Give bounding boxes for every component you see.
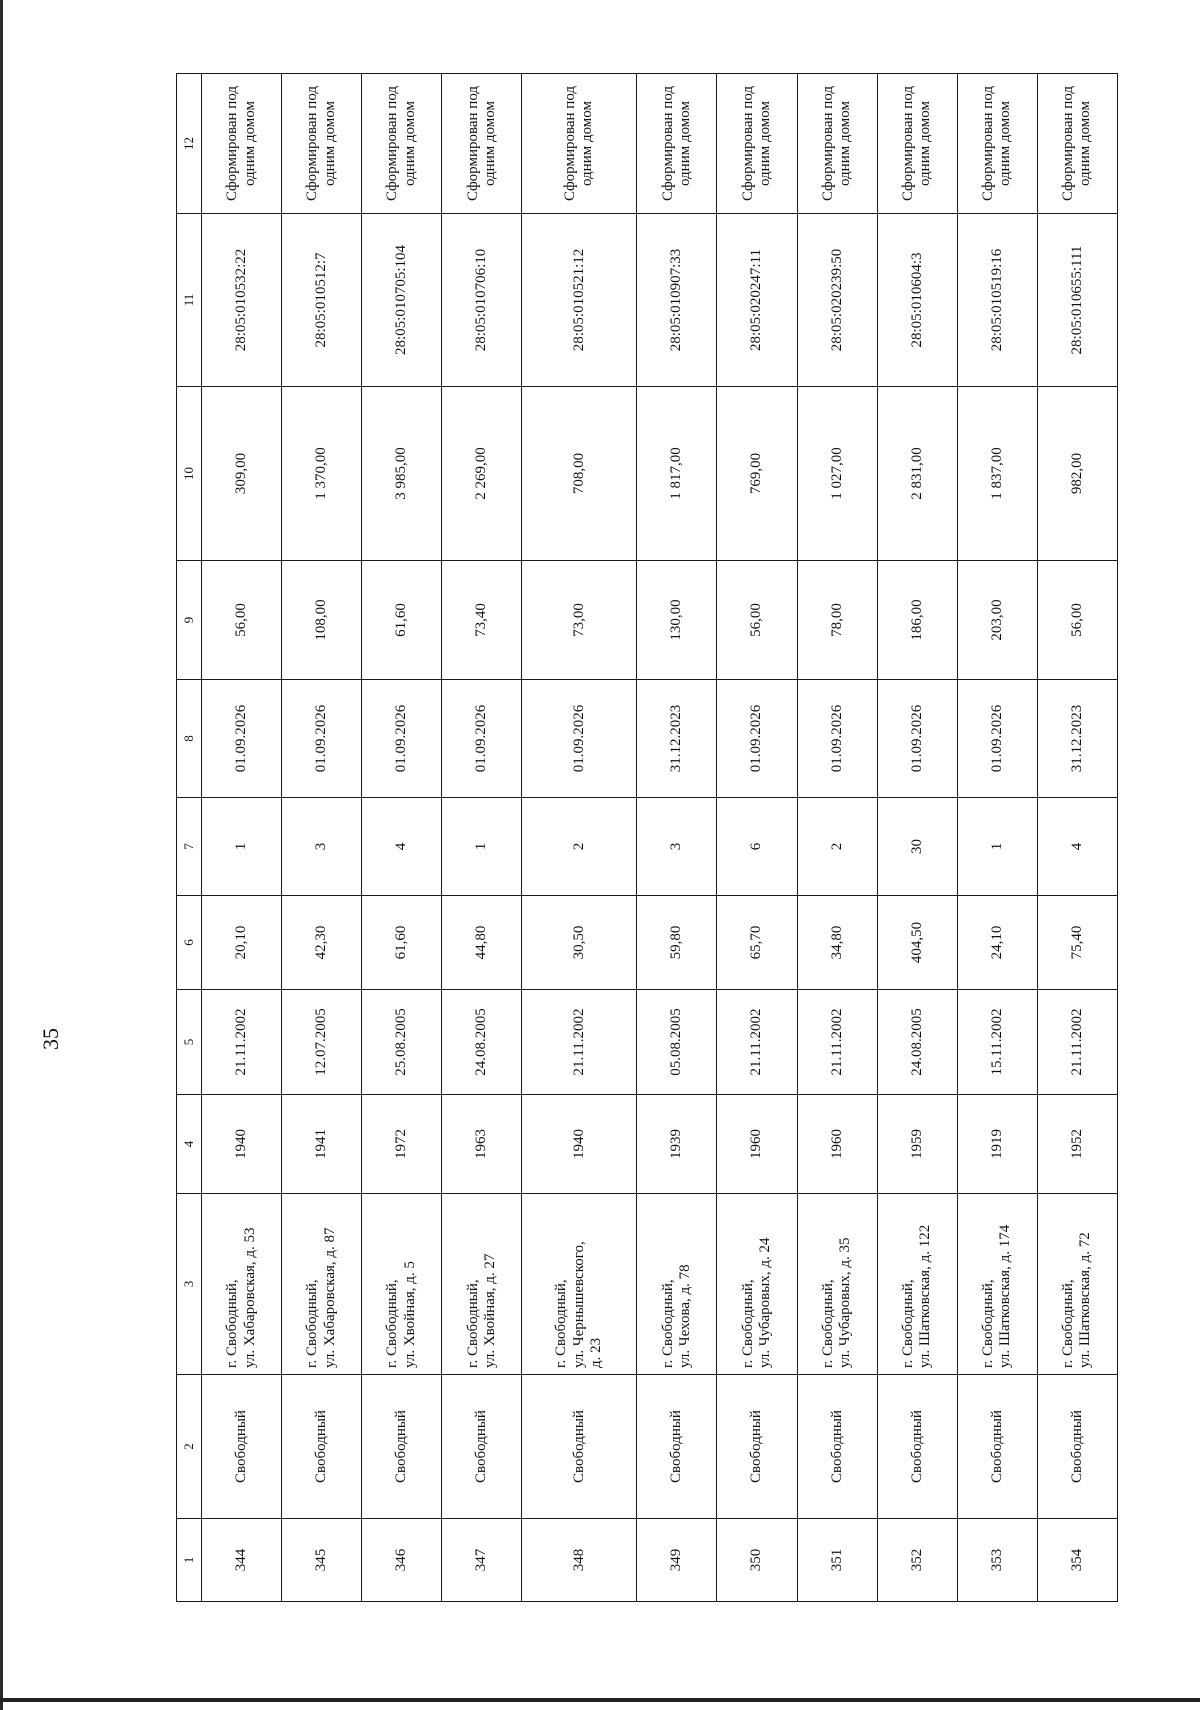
cell-settlement: Свободный xyxy=(637,1375,717,1519)
cell-address: г. Свободный, ул. Чехова, д. 78 xyxy=(637,1194,717,1375)
cell-deadline: 01.09.2026 xyxy=(957,680,1037,798)
cell-count: 30 xyxy=(877,798,957,896)
cell-count: 6 xyxy=(717,798,797,896)
cell-number: 346 xyxy=(362,1519,442,1602)
cell-number: 344 xyxy=(202,1519,282,1602)
cell-land-area: 708,00 xyxy=(522,387,637,561)
cell-area2: 56,00 xyxy=(1037,561,1117,680)
cell-address: г. Свободный, ул. Шатковская, д. 122 xyxy=(877,1194,957,1375)
cell-count: 2 xyxy=(797,798,877,896)
cell-date: 24.08.2005 xyxy=(442,990,522,1095)
cell-count: 3 xyxy=(637,798,717,896)
column-number-row xyxy=(177,74,202,1602)
cell-land-area: 1 837,00 xyxy=(957,387,1037,561)
page-number: 35 xyxy=(38,1028,63,1050)
column-header-1: 1 xyxy=(177,1519,202,1602)
cell-deadline: 01.09.2026 xyxy=(717,680,797,798)
cell-deadline: 01.09.2026 xyxy=(877,680,957,798)
cell-status: Сформирован под одним домом xyxy=(282,74,362,214)
cell-status: Сформирован под одним домом xyxy=(957,74,1037,214)
column-header-11: 11 xyxy=(177,214,202,387)
cell-status: Сформирован под одним домом xyxy=(1037,74,1117,214)
cell-area: 65,70 xyxy=(717,896,797,990)
cell-cadastral-number: 28:05:020239:50 xyxy=(797,214,877,387)
cell-count: 1 xyxy=(442,798,522,896)
cell-count: 2 xyxy=(522,798,637,896)
cell-build-year: 1952 xyxy=(1037,1095,1117,1194)
cell-cadastral-number: 28:05:010512:7 xyxy=(282,214,362,387)
cell-area: 61,60 xyxy=(362,896,442,990)
table-row xyxy=(637,74,717,1602)
cell-number: 350 xyxy=(717,1519,797,1602)
cell-settlement: Свободный xyxy=(362,1375,442,1519)
column-header-5: 5 xyxy=(177,990,202,1095)
cell-status: Сформирован под одним домом xyxy=(362,74,442,214)
scan-left-edge xyxy=(0,0,3,1710)
cell-date: 12.07.2005 xyxy=(282,990,362,1095)
cell-address: г. Свободный, ул. Шатковская, д. 72 xyxy=(1037,1194,1117,1375)
table-row xyxy=(957,74,1037,1602)
column-header-9: 9 xyxy=(177,561,202,680)
cell-area2: 61,60 xyxy=(362,561,442,680)
column-header-6: 6 xyxy=(177,896,202,990)
cell-area2: 108,00 xyxy=(282,561,362,680)
cell-build-year: 1960 xyxy=(797,1095,877,1194)
cell-address: г. Свободный, ул. Чубаровых, д. 35 xyxy=(797,1194,877,1375)
column-header-3: 3 xyxy=(177,1194,202,1375)
cell-status: Сформирован под одним домом xyxy=(522,74,637,214)
table-row xyxy=(522,74,637,1602)
cell-area2: 186,00 xyxy=(877,561,957,680)
cell-deadline: 01.09.2026 xyxy=(202,680,282,798)
cell-deadline: 31.12.2023 xyxy=(1037,680,1117,798)
table-row xyxy=(282,74,362,1602)
cell-area2: 73,40 xyxy=(442,561,522,680)
cell-cadastral-number: 28:05:010521:12 xyxy=(522,214,637,387)
cell-status: Сформирован под одним домом xyxy=(202,74,282,214)
cell-status: Сформирован под одним домом xyxy=(717,74,797,214)
cell-address: г. Свободный, ул. Хвойная, д. 5 xyxy=(362,1194,442,1375)
cell-build-year: 1963 xyxy=(442,1095,522,1194)
column-header-8: 8 xyxy=(177,680,202,798)
cell-status: Сформирован под одним домом xyxy=(442,74,522,214)
cell-cadastral-number: 28:05:010655:111 xyxy=(1037,214,1117,387)
table-body xyxy=(202,74,1118,1602)
table-row xyxy=(877,74,957,1602)
cell-number: 348 xyxy=(522,1519,637,1602)
cell-count: 1 xyxy=(202,798,282,896)
cell-area2: 56,00 xyxy=(717,561,797,680)
cell-area2: 73,00 xyxy=(522,561,637,680)
cell-build-year: 1939 xyxy=(637,1095,717,1194)
cell-land-area: 2 831,00 xyxy=(877,387,957,561)
cell-area: 20,10 xyxy=(202,896,282,990)
cell-count: 4 xyxy=(1037,798,1117,896)
cell-count: 1 xyxy=(957,798,1037,896)
cell-number: 352 xyxy=(877,1519,957,1602)
cell-cadastral-number: 28:05:010705:104 xyxy=(362,214,442,387)
cell-settlement: Свободный xyxy=(202,1375,282,1519)
register-table xyxy=(176,73,1118,1602)
cell-settlement: Свободный xyxy=(797,1375,877,1519)
cell-number: 345 xyxy=(282,1519,362,1602)
cell-land-area: 1 027,00 xyxy=(797,387,877,561)
table-row xyxy=(797,74,877,1602)
table-row xyxy=(1037,74,1117,1602)
table-row xyxy=(717,74,797,1602)
cell-cadastral-number: 28:05:010604:3 xyxy=(877,214,957,387)
cell-area2: 203,00 xyxy=(957,561,1037,680)
cell-cadastral-number: 28:05:010532:22 xyxy=(202,214,282,387)
cell-address: г. Свободный, ул. Шатковская, д. 174 xyxy=(957,1194,1037,1375)
cell-address: г. Свободный, ул. Хвойная, д. 27 xyxy=(442,1194,522,1375)
cell-deadline: 01.09.2026 xyxy=(282,680,362,798)
cell-cadastral-number: 28:05:010706:10 xyxy=(442,214,522,387)
cell-number: 354 xyxy=(1037,1519,1117,1602)
cell-date: 21.11.2002 xyxy=(1037,990,1117,1095)
cell-date: 21.11.2002 xyxy=(522,990,637,1095)
cell-land-area: 982,00 xyxy=(1037,387,1117,561)
cell-settlement: Свободный xyxy=(957,1375,1037,1519)
register-table-container xyxy=(176,74,1118,1602)
cell-deadline: 31.12.2023 xyxy=(637,680,717,798)
cell-area: 75,40 xyxy=(1037,896,1117,990)
cell-build-year: 1940 xyxy=(522,1095,637,1194)
cell-date: 25.08.2005 xyxy=(362,990,442,1095)
cell-area2: 130,00 xyxy=(637,561,717,680)
cell-build-year: 1940 xyxy=(202,1095,282,1194)
cell-status: Сформирован под одним домом xyxy=(877,74,957,214)
cell-deadline: 01.09.2026 xyxy=(797,680,877,798)
column-header-2: 2 xyxy=(177,1375,202,1519)
cell-number: 347 xyxy=(442,1519,522,1602)
cell-settlement: Свободный xyxy=(522,1375,637,1519)
cell-area2: 56,00 xyxy=(202,561,282,680)
column-header-7: 7 xyxy=(177,798,202,896)
column-header-12: 12 xyxy=(177,74,202,214)
cell-deadline: 01.09.2026 xyxy=(362,680,442,798)
cell-settlement: Свободный xyxy=(442,1375,522,1519)
cell-address: г. Свободный, ул. Чубаровых, д. 24 xyxy=(717,1194,797,1375)
cell-land-area: 3 985,00 xyxy=(362,387,442,561)
cell-status: Сформирован под одним домом xyxy=(637,74,717,214)
cell-area: 404,50 xyxy=(877,896,957,990)
cell-area: 44,80 xyxy=(442,896,522,990)
column-header-4: 4 xyxy=(177,1095,202,1194)
cell-area: 34,80 xyxy=(797,896,877,990)
cell-status: Сформирован под одним домом xyxy=(797,74,877,214)
cell-settlement: Свободный xyxy=(717,1375,797,1519)
cell-settlement: Свободный xyxy=(1037,1375,1117,1519)
cell-count: 3 xyxy=(282,798,362,896)
cell-land-area: 2 269,00 xyxy=(442,387,522,561)
cell-date: 24.08.2005 xyxy=(877,990,957,1095)
column-header-10: 10 xyxy=(177,387,202,561)
cell-address: г. Свободный, ул. Хабаровская, д. 87 xyxy=(282,1194,362,1375)
cell-date: 21.11.2002 xyxy=(717,990,797,1095)
cell-land-area: 1 817,00 xyxy=(637,387,717,561)
cell-date: 15.11.2002 xyxy=(957,990,1037,1095)
cell-date: 21.11.2002 xyxy=(797,990,877,1095)
cell-number: 351 xyxy=(797,1519,877,1602)
table-row xyxy=(362,74,442,1602)
cell-build-year: 1919 xyxy=(957,1095,1037,1194)
cell-date: 05.08.2005 xyxy=(637,990,717,1095)
cell-date: 21.11.2002 xyxy=(202,990,282,1095)
cell-land-area: 309,00 xyxy=(202,387,282,561)
cell-address: г. Свободный, ул. Хабаровская, д. 53 xyxy=(202,1194,282,1375)
cell-settlement: Свободный xyxy=(282,1375,362,1519)
cell-area: 30,50 xyxy=(522,896,637,990)
cell-build-year: 1972 xyxy=(362,1095,442,1194)
cell-count: 4 xyxy=(362,798,442,896)
table-row xyxy=(442,74,522,1602)
cell-area: 24,10 xyxy=(957,896,1037,990)
cell-cadastral-number: 28:05:020247:11 xyxy=(717,214,797,387)
cell-cadastral-number: 28:05:010519:16 xyxy=(957,214,1037,387)
cell-land-area: 1 370,00 xyxy=(282,387,362,561)
cell-settlement: Свободный xyxy=(877,1375,957,1519)
cell-cadastral-number: 28:05:010907:33 xyxy=(637,214,717,387)
cell-build-year: 1959 xyxy=(877,1095,957,1194)
cell-number: 353 xyxy=(957,1519,1037,1602)
table-row xyxy=(202,74,282,1602)
cell-land-area: 769,00 xyxy=(717,387,797,561)
cell-area: 59,80 xyxy=(637,896,717,990)
cell-deadline: 01.09.2026 xyxy=(442,680,522,798)
cell-build-year: 1960 xyxy=(717,1095,797,1194)
cell-deadline: 01.09.2026 xyxy=(522,680,637,798)
cell-number: 349 xyxy=(637,1519,717,1602)
cell-area2: 78,00 xyxy=(797,561,877,680)
cell-address: г. Свободный, ул. Чернышевского, д. 23 xyxy=(522,1194,637,1375)
cell-build-year: 1941 xyxy=(282,1095,362,1194)
cell-area: 42,30 xyxy=(282,896,362,990)
scan-bottom-edge xyxy=(0,1698,1200,1702)
